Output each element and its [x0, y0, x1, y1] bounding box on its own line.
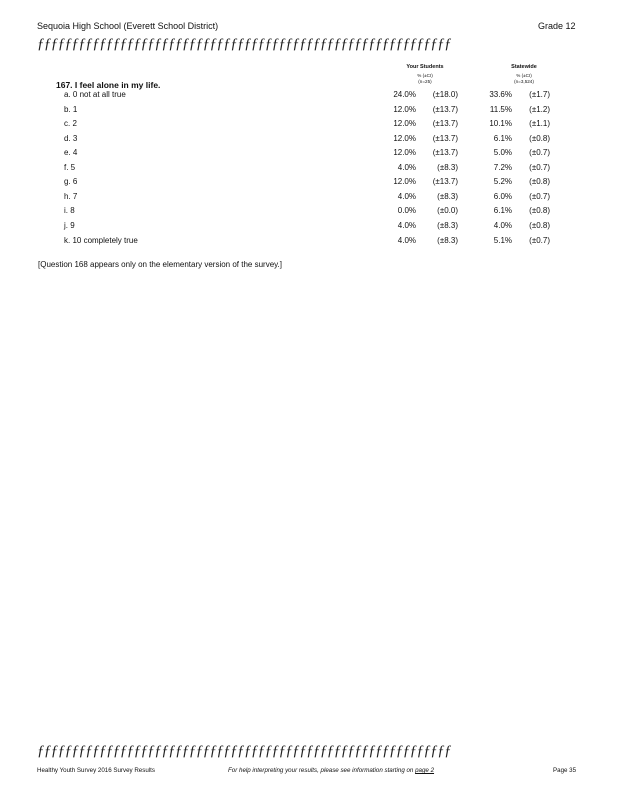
row-label: a. 0 not at all true — [64, 90, 126, 99]
statewide-ci: (±0.7) — [529, 162, 550, 172]
table-row — [0, 206, 618, 220]
statewide-pct: 7.2% — [493, 162, 512, 172]
statewide-pct: 5.1% — [493, 235, 512, 245]
table-row — [0, 177, 618, 191]
your-students-n: (n=25) — [418, 79, 432, 84]
statewide-n: (n=3,524) — [514, 79, 534, 84]
table-row — [0, 192, 618, 206]
your-students-pct: 4.0% — [397, 191, 416, 201]
statewide-pct: 4.0% — [493, 220, 512, 230]
statewide-heading: Statewide — [511, 64, 537, 70]
statewide-pct: 11.5% — [489, 104, 512, 114]
your-students-pct: 4.0% — [397, 162, 416, 172]
statewide-ci: (±0.7) — [529, 191, 550, 201]
your-students-pct: 24.0% — [393, 90, 416, 99]
question-title: 167. I feel alone in my life. — [56, 80, 161, 90]
your-students-pct: 12.0% — [393, 119, 416, 129]
row-label: f. 5 — [64, 162, 76, 172]
statewide-pct: 33.6% — [489, 90, 512, 99]
table-row — [0, 119, 618, 133]
footer-survey-title: Healthy Youth Survey 2016 Survey Results — [37, 767, 155, 774]
table-row — [0, 90, 618, 104]
table-row — [0, 236, 618, 250]
footer-page-link[interactable]: page 2 — [415, 767, 435, 774]
your-students-ci-heading: % (±CI) — [417, 73, 433, 78]
your-students-ci: (±8.3) — [437, 220, 458, 230]
row-label: g. 6 — [64, 177, 78, 187]
statewide-ci: (±0.8) — [529, 177, 550, 187]
row-label: i. 8 — [64, 206, 75, 216]
row-label: k. 10 completely true — [64, 235, 138, 245]
statewide-ci-heading: % (±CI) — [516, 73, 532, 78]
statewide-pct: 6.1% — [493, 133, 512, 143]
statewide-pct: 10.1% — [489, 119, 512, 129]
question-note: [Question 168 appears only on the elementary version of the survey.] — [38, 260, 282, 269]
statewide-pct: 6.1% — [493, 206, 512, 216]
your-students-ci: (±8.3) — [437, 235, 458, 245]
top-divider: ƒƒƒƒƒƒƒƒƒƒƒƒƒƒƒƒƒƒƒƒƒƒƒƒƒƒƒƒƒƒƒƒƒƒƒƒƒƒƒƒƒƒƒƒƒƒƒƒƒƒƒƒƒƒƒƒƒƒƒƒ — [37, 36, 452, 52]
statewide-ci: (±1.7) — [529, 90, 550, 99]
your-students-ci: (±13.7) — [432, 148, 458, 158]
footer-help-text — [228, 767, 434, 774]
row-label: j. 9 — [64, 220, 75, 230]
statewide-ci: (±0.8) — [529, 133, 550, 143]
bottom-divider: ƒƒƒƒƒƒƒƒƒƒƒƒƒƒƒƒƒƒƒƒƒƒƒƒƒƒƒƒƒƒƒƒƒƒƒƒƒƒƒƒƒƒƒƒƒƒƒƒƒƒƒƒƒƒƒƒƒƒƒƒ — [37, 743, 452, 759]
statewide-pct: 6.0% — [493, 191, 512, 201]
statewide-ci: (±1.2) — [529, 104, 550, 114]
row-label: e. 4 — [64, 148, 78, 158]
row-label: d. 3 — [64, 133, 78, 143]
your-students-pct: 12.0% — [393, 177, 416, 187]
your-students-ci: (±13.7) — [432, 104, 458, 114]
statewide-ci: (±0.7) — [529, 235, 550, 245]
your-students-pct: 4.0% — [397, 220, 416, 230]
table-row — [0, 148, 618, 162]
row-label: b. 1 — [64, 104, 78, 114]
table-row — [0, 105, 618, 119]
statewide-ci: (±0.7) — [529, 148, 550, 158]
statewide-pct: 5.0% — [493, 148, 512, 158]
grade-label: Grade 12 — [538, 21, 576, 31]
your-students-pct: 0.0% — [397, 206, 416, 216]
your-students-ci: (±18.0) — [432, 90, 458, 99]
your-students-pct: 12.0% — [393, 133, 416, 143]
row-label: c. 2 — [64, 119, 77, 129]
your-students-ci: (±13.7) — [432, 177, 458, 187]
statewide-ci: (±0.8) — [529, 206, 550, 216]
your-students-ci: (±13.7) — [432, 133, 458, 143]
your-students-ci: (±13.7) — [432, 119, 458, 129]
row-label: h. 7 — [64, 191, 78, 201]
statewide-pct: 5.2% — [493, 177, 512, 187]
table-row — [0, 221, 618, 235]
your-students-ci: (±0.0) — [437, 206, 458, 216]
your-students-heading: Your Students — [406, 64, 444, 70]
statewide-ci: (±0.8) — [529, 220, 550, 230]
your-students-pct: 12.0% — [393, 148, 416, 158]
your-students-ci: (±8.3) — [437, 191, 458, 201]
footer-help-label: For help interpreting your results, please see information starting on — [228, 767, 416, 774]
your-students-pct: 12.0% — [393, 104, 416, 114]
your-students-pct: 4.0% — [397, 235, 416, 245]
statewide-ci: (±1.1) — [529, 119, 550, 129]
footer-page-number: Page 35 — [553, 767, 577, 774]
table-row — [0, 134, 618, 148]
table-row — [0, 163, 618, 177]
your-students-ci: (±8.3) — [437, 162, 458, 172]
school-header: Sequoia High School (Everett School District) — [37, 21, 219, 31]
